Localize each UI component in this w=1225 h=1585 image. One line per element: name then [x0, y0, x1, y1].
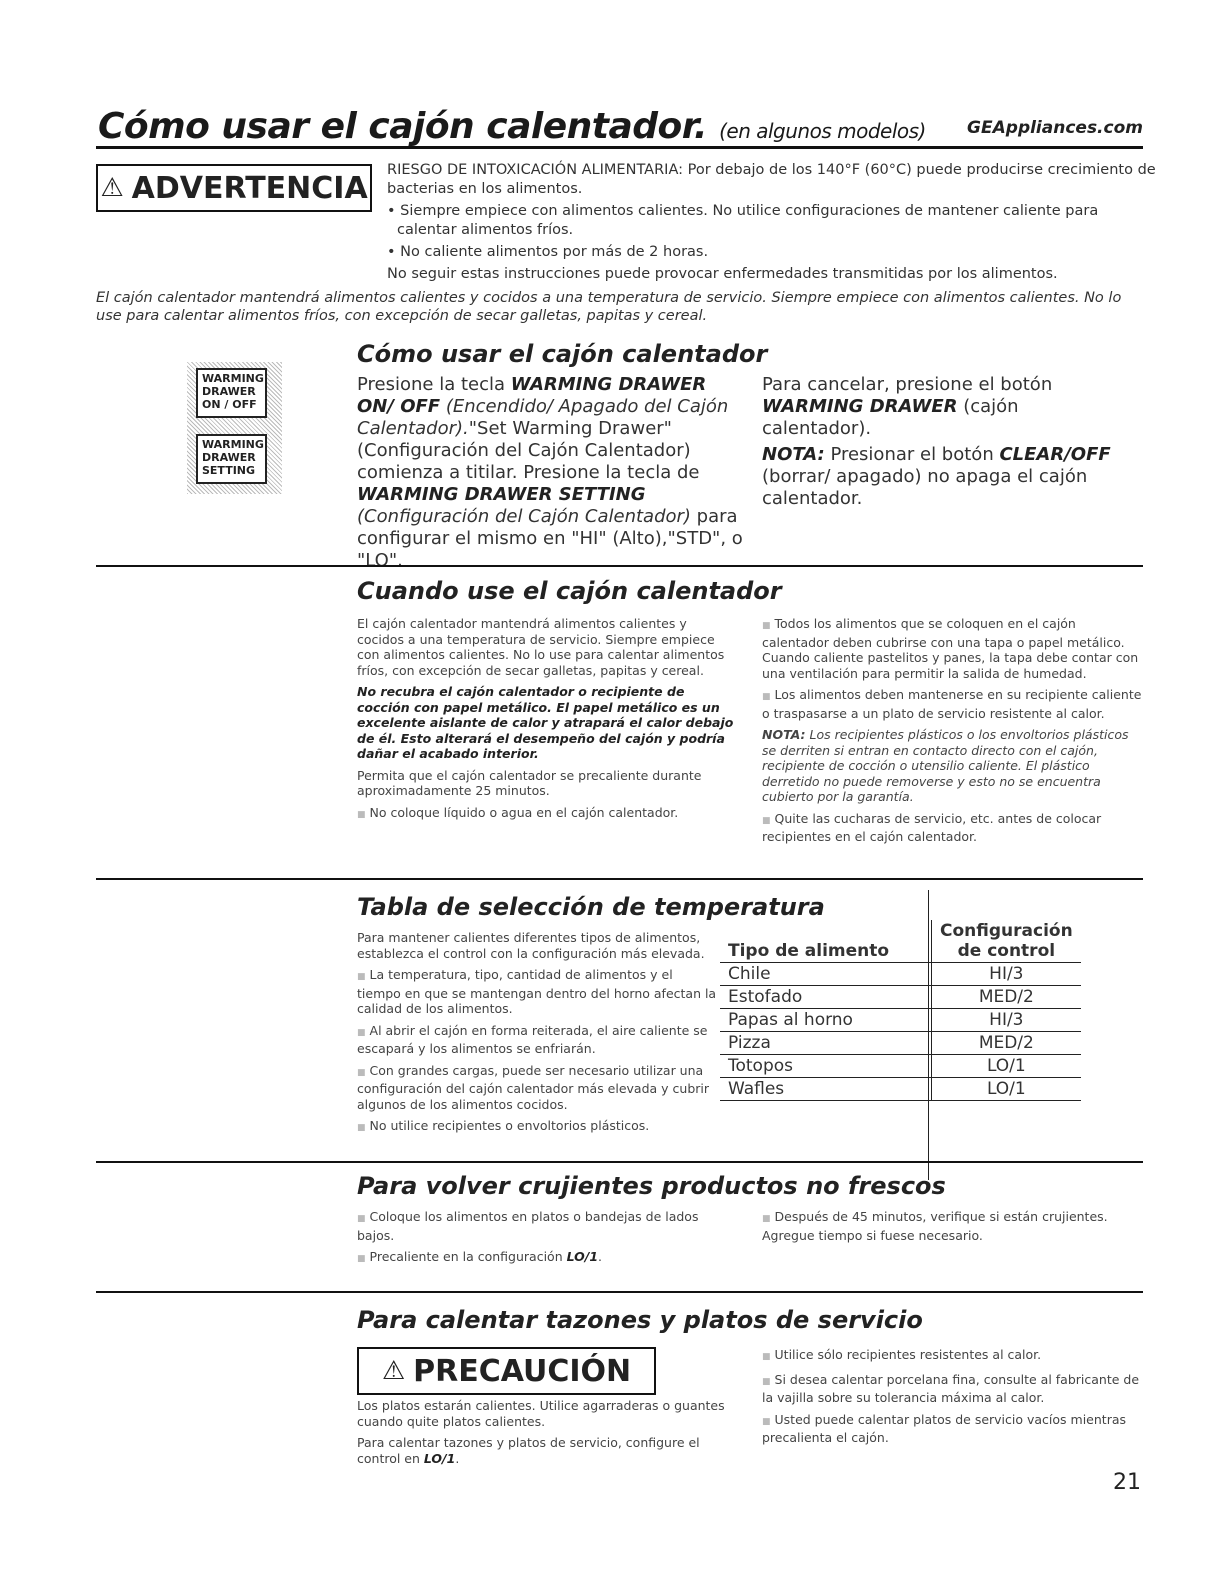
warning-label: ADVERTENCIA — [131, 170, 368, 206]
table-header-food: Tipo de alimento — [720, 920, 932, 963]
warming-drawer-setting-key[interactable]: WARMING DRAWER SETTING — [196, 434, 267, 484]
section-divider — [96, 878, 1143, 880]
warning-line: RIESGO DE INTOXICACIÓN ALIMENTARIA: Por debajo de los 140°F (60°C) puede producirse crecimiento de bacterias en los alimentos. — [387, 162, 1156, 197]
section-heading-crisp: Para volver crujientes productos no frescos — [357, 1172, 946, 1200]
warning-text — [387, 161, 1157, 287]
warning-triangle-icon: ⚠ — [100, 173, 124, 203]
intro-text: El cajón calentador mantendrá alimentos calientes y cocidos a una temperatura de servicio. Siempre empiece con alimentos calientes. No lo use para calentar alimentos fríos, con excepción de secar galletas, papitas y cereal. — [96, 290, 1122, 324]
caution-box — [357, 1347, 656, 1395]
section-heading-table: Tabla de selección de temperatura — [357, 893, 825, 921]
when-left-text: El cajón calentador mantendrá alimentos calientes y cocidos a una temperatura de servicio. Siempre empiece con alimentos calientes. No lo use para calentar alimentos fríos, con excepción de secar galletas, papitas y cereal. No recubra el cajón calentador o recipiente de cocción con papel metálico. El papel metálico es un excelente aislante de calor y atrapará el calor debajo de él. Esto alterará el desempeño del cajón y podría dañar el acabado interior. Permita que el cajón calentador se precaliente durante aproximadamente 25 minutos. ■ No coloque líquido o agua en el cajón calentador. — [357, 616, 737, 829]
section-divider — [96, 1161, 1143, 1163]
table-row: Estofado MED/2 — [720, 986, 1081, 1009]
header-rule — [96, 146, 1143, 149]
control-panel-image — [187, 362, 282, 494]
warning-line: No seguir estas instrucciones puede provocar enfermedades transmitidas por los alimentos. — [387, 266, 1058, 282]
crisp-right-text: ■ Después de 45 minutos, verifique si están crujientes. Agregue tiempo si fuese necesario. — [762, 1209, 1142, 1249]
warming-drawer-onoff-key[interactable]: WARMING DRAWER ON / OFF — [196, 368, 267, 418]
table-header-setting: Configuración de control — [932, 920, 1081, 963]
table-row: Papas al horno HI/3 — [720, 1009, 1081, 1032]
section-heading-when: Cuando use el cajón calentador — [357, 577, 782, 605]
section-heading-howto: Cómo usar el cajón calentador — [357, 340, 768, 368]
warning-bullet: • Siempre empiece con alimentos calientes. No utilice configuraciones de mantener caliente para calentar alimentos fríos. — [387, 203, 1099, 238]
table-row: Wafles LO/1 — [720, 1078, 1081, 1101]
site-url[interactable]: GEAppliances.com — [967, 118, 1143, 138]
crisp-left-text: ■ Coloque los alimentos en platos o bandejas de lados bajos. ■ Precaliente en la configuración LO/1. — [357, 1209, 737, 1274]
plates-left-text: Los platos estarán calientes. Utilice agarraderas o guantes cuando quite platos calientes. Para calentar tazones y platos de servicio, configure el control en LO/1. — [357, 1398, 725, 1466]
howto-left-text: Presione la tecla WARMING DRAWER ON/ OFF (Encendido/ Apagado del Cajón Calentador)."Set Warming Drawer" (Configuración del Cajón Calentador) comienza a titilar. Presione la tecla de WARMING DRAWER SETTING (Configuración del Cajón Calentador) para configurar el mismo en "HI" (Alto),"STD", o "LO". — [357, 374, 743, 571]
table-row: Totopos LO/1 — [720, 1055, 1081, 1078]
table-row: Chile HI/3 — [720, 963, 1081, 986]
howto-right-text: Para cancelar, presione el botón WARMING DRAWER (cajón calentador). NOTA: Presionar el botón CLEAR/OFF (borrar/ apagado) no apaga el cajón calentador. — [762, 374, 1111, 509]
warning-bullet: • No caliente alimentos por más de 2 horas. — [387, 244, 709, 260]
plates-right-text: ■ Utilice sólo recipientes resistentes al calor. ■ Si desea calentar porcelana fina, consulte al fabricante de la vajilla sobre su tolerancia máxima al calor. ■ Usted puede calentar platos de servicio vacíos mientras precalienta el cajón. — [762, 1347, 1142, 1452]
page-title: Cómo usar el cajón calentador. (en algunos modelos) — [98, 106, 926, 147]
temperature-table — [720, 920, 1081, 1101]
page-subtitle: (en algunos modelos) — [719, 119, 926, 143]
section-divider — [96, 565, 1143, 567]
page-number: 21 — [1113, 1470, 1141, 1495]
table-notes: Para mantener calientes diferentes tipos de alimentos, establezca el control con la configuración más elevada. ■ La temperatura, tipo, cantidad de alimentos y el tiempo en que se mantengan dentro del horno afectan la calidad de los alimentos. ■ Al abrir el cajón en forma reiterada, el aire caliente se escapará y los alimentos se enfriarán. ■ Con grandes cargas, puede ser necesario utilizar una configuración del cajón calentador más elevada y cubrir algunos de los alimentos cocidos. ■ No utilice recipientes o envoltorios plásticos. — [357, 930, 717, 1143]
when-right-text: ■ Todos los alimentos que se coloquen en el cajón calentador deben cubrirse con una tapa o papel metálico. Cuando caliente pastelitos y panes, la tapa debe contar con una ventilación para permitir la salida de humedad. ■ Los alimentos deben mantenerse en su recipiente caliente o traspasarse a un plato de servicio resistente al calor. NOTA: Los recipientes plásticos o los envoltorios plásticos se derriten si entran en contacto directo con el cajón, recipiente de cocción o utensilio caliente. El plástico derretido no puede removerse y esto no se encuentra cubierto por la garantía. ■ Quite las cucharas de servicio, etc. antes de colocar recipientes en el cajón calentador. — [762, 616, 1142, 851]
section-heading-plates: Para calentar tazones y platos de servicio — [357, 1306, 923, 1334]
warning-triangle-icon: ⚠ — [381, 1356, 406, 1386]
table-row: Pizza MED/2 — [720, 1032, 1081, 1055]
section-divider — [96, 1291, 1143, 1293]
warning-box — [96, 164, 372, 212]
caution-label: PRECAUCIÓN — [413, 1353, 632, 1389]
